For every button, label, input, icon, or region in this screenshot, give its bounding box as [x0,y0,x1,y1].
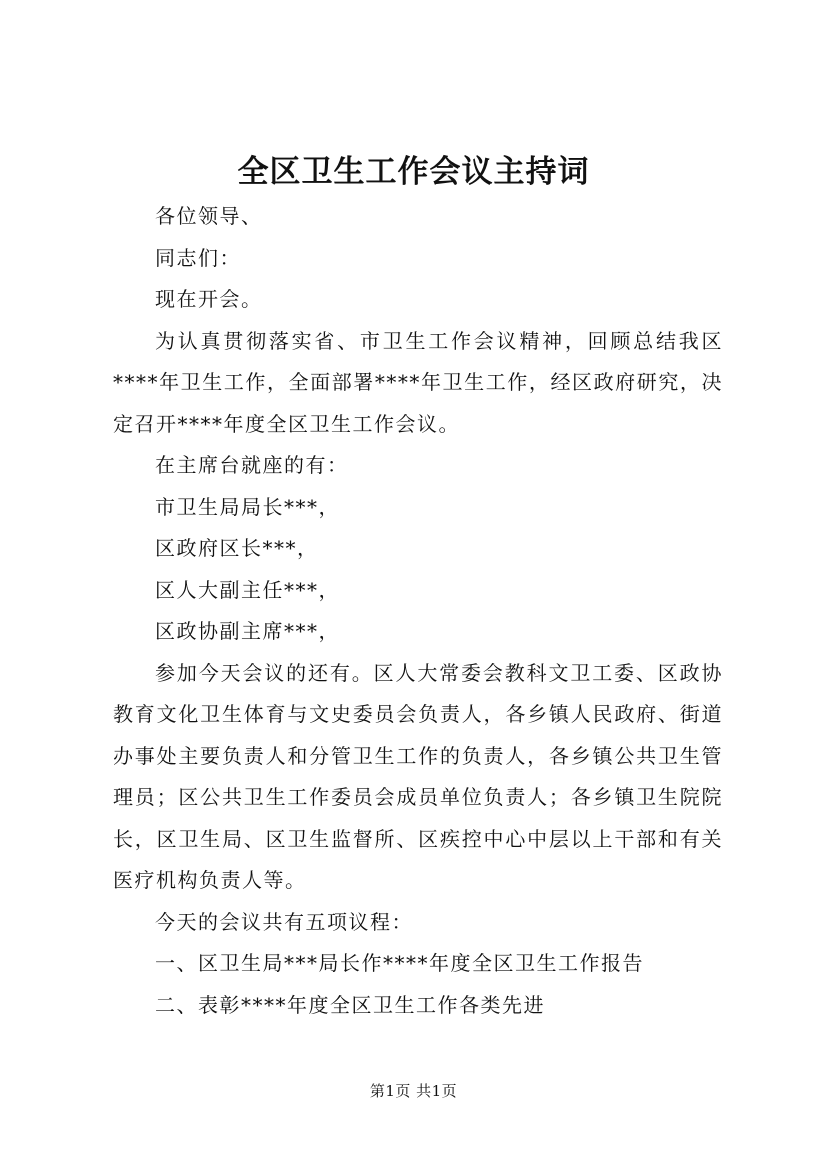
document-body [113,196,723,1026]
paragraph: 二、表彰****年度全区卫生工作各类先进 [155,992,545,1017]
page-footer: 第1页 共1页 [369,1082,458,1100]
paragraph: 在主席台就座的有： [155,453,349,477]
paragraph: 参加今天会议的还有。区人大常委会教科文卫工委、区政协教育文化卫生体育与文史委员会负责人，各乡镇人民政府、街道办事处主要负责人和分管卫生工作的负责人，各乡镇公共卫生管理员；区公共卫生工作委员会成员单位负责人；各乡镇卫生院院长，区卫生局、区卫生监督所、区疾控中心中层以上干部和有关医疗机构负责人等。 [113,660,723,892]
paragraph: 现在开会。 [155,287,263,311]
paragraph: 区政府区长***， [155,536,319,560]
paragraph: 同志们： [155,245,241,270]
paragraph: 区政协副主席***， [155,619,340,643]
document-title: 全区卫生工作会议主持词 [237,154,590,190]
paragraph: 为认真贯彻落实省、市卫生工作会议精神，回顾总结我区****年卫生工作，全面部署****年卫生工作，经区政府研究，决定召开****年度全区卫生工作会议。 [113,328,723,436]
paragraph: 市卫生局局长***， [155,494,340,519]
paragraph: 区人大副主任***， [155,577,340,602]
paragraph: 各位领导、 [155,204,263,228]
paragraph: 今天的会议共有五项议程： [155,909,413,934]
paragraph: 一、区卫生局***局长作****年度全区卫生工作报告 [155,951,644,975]
